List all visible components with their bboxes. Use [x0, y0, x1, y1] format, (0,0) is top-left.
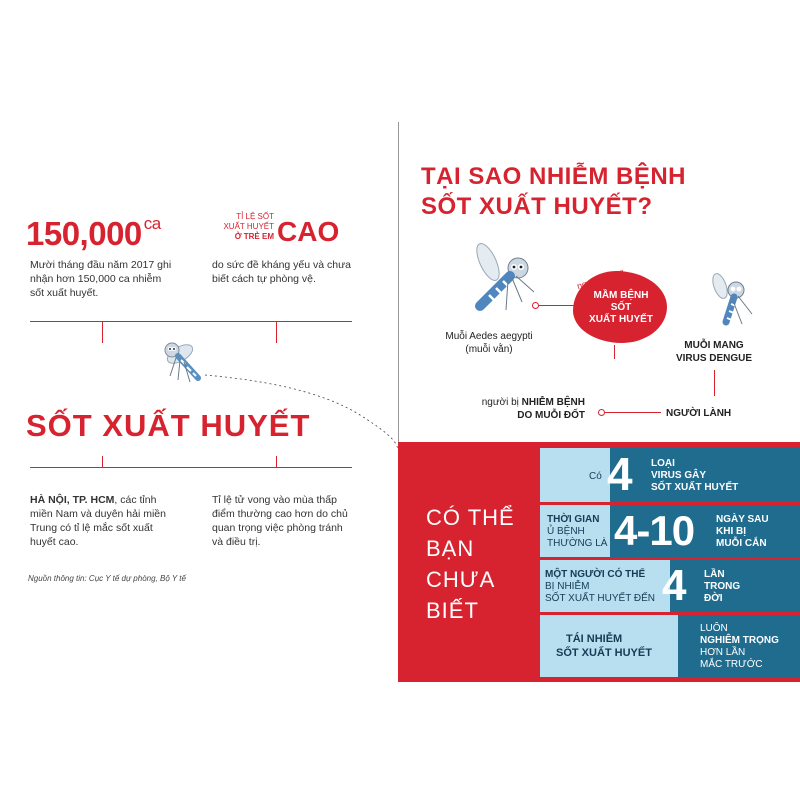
connector-line: [276, 456, 277, 467]
dengue-mosquito-label: MUỖI MANG VIRUS DENGUE: [675, 340, 753, 364]
cycle-line: [603, 412, 661, 413]
stat-number: 150,000: [26, 215, 142, 252]
info1-text: HÀ NỘI, TP. HCM, các tỉnh miền Nam và duyên hải miền Trung có tỉ lệ mắc sốt xuất huyết cao.: [30, 494, 166, 548]
row2-number: 4-10: [614, 507, 695, 554]
page-divider: [398, 122, 399, 442]
row3-number: 4: [662, 561, 687, 610]
row4-right-text: LUÔN NGHIÊM TRỌNG HƠN LẦN MẮC TRƯỚC: [700, 623, 779, 670]
divider-line: [30, 467, 352, 468]
connector-line: [102, 456, 103, 467]
cycle-dot: [532, 302, 539, 309]
row1-text: LOẠI VIRUS GÂY SỐT XUẤT HUYẾT: [651, 458, 739, 493]
row3-left-text: MỘT NGƯỜI CÓ THỂ BỊ NHIỄM SỐT XUẤT HUYẾT ĐẾN: [545, 569, 656, 604]
panel-title: CÓ THỂ BẠN CHƯA BIẾT: [426, 505, 515, 623]
connector-line: [102, 321, 103, 343]
infected-person: người bị NHIỄM BỆNH DO MUỖI ĐỐT: [481, 397, 585, 421]
healthy-person: NGƯỜI LÀNH: [666, 408, 732, 419]
source-note: Nguồn thông tin: Cục Y tế dự phòng, Bộ Y tế: [28, 574, 186, 583]
carrier-arc-text: người mang: [575, 266, 626, 292]
stat-unit: ca: [143, 214, 161, 233]
connector-line: [276, 321, 277, 343]
aedes-mosquito: [462, 240, 552, 320]
info2-text: Tỉ lệ tử vong vào mùa thấp điểm thường cao hơn do chủ quan trọng việc phòng tránh và điều trị.: [212, 494, 348, 548]
stat2-cao: CAO: [277, 216, 340, 247]
main-title: SỐT XUẤT HUYẾT: [26, 408, 311, 443]
row1-prefix: Có: [589, 471, 602, 482]
stat-150000: [26, 214, 161, 253]
aedes-label: Muỗi Aedes aegypti (muỗi vằn): [445, 331, 533, 355]
cycle-line: [536, 305, 574, 306]
divider-line: [30, 321, 352, 322]
stat1-text: Mười tháng đầu năm 2017 ghi nhận hơn 150,000 ca nhiễm sốt xuất huyết.: [30, 259, 172, 299]
row2-left-text: THỜI GIAN Ủ BỆNH THƯỜNG LÀ: [547, 514, 608, 549]
right-title: TẠI SAO NHIỄM BỆNH SỐT XUẤT HUYẾT?: [421, 163, 687, 220]
stat2-small-label: TỈ LỆ SỐT XUẤT HUYẾT Ở TRẺ EM: [223, 212, 274, 241]
dengue-mosquito: [706, 270, 762, 330]
row1-number: 4: [607, 448, 633, 500]
row2-right-text: NGÀY SAU KHI BỊ MUỖI CẮN: [716, 514, 769, 549]
row3-right-text: LẦN TRONG ĐỜI: [704, 569, 741, 604]
cycle-line: [714, 370, 715, 396]
cycle-dot: [598, 409, 605, 416]
stat2-text: do sức đề kháng yếu và chưa biết cách tự phòng vệ.: [212, 259, 351, 285]
cycle-line: [614, 345, 615, 359]
row4-left-text: TÁI NHIỄM SỐT XUẤT HUYẾT: [556, 633, 652, 659]
blob-text: MẦM BỆNH SỐT XUẤT HUYẾT: [589, 290, 653, 325]
